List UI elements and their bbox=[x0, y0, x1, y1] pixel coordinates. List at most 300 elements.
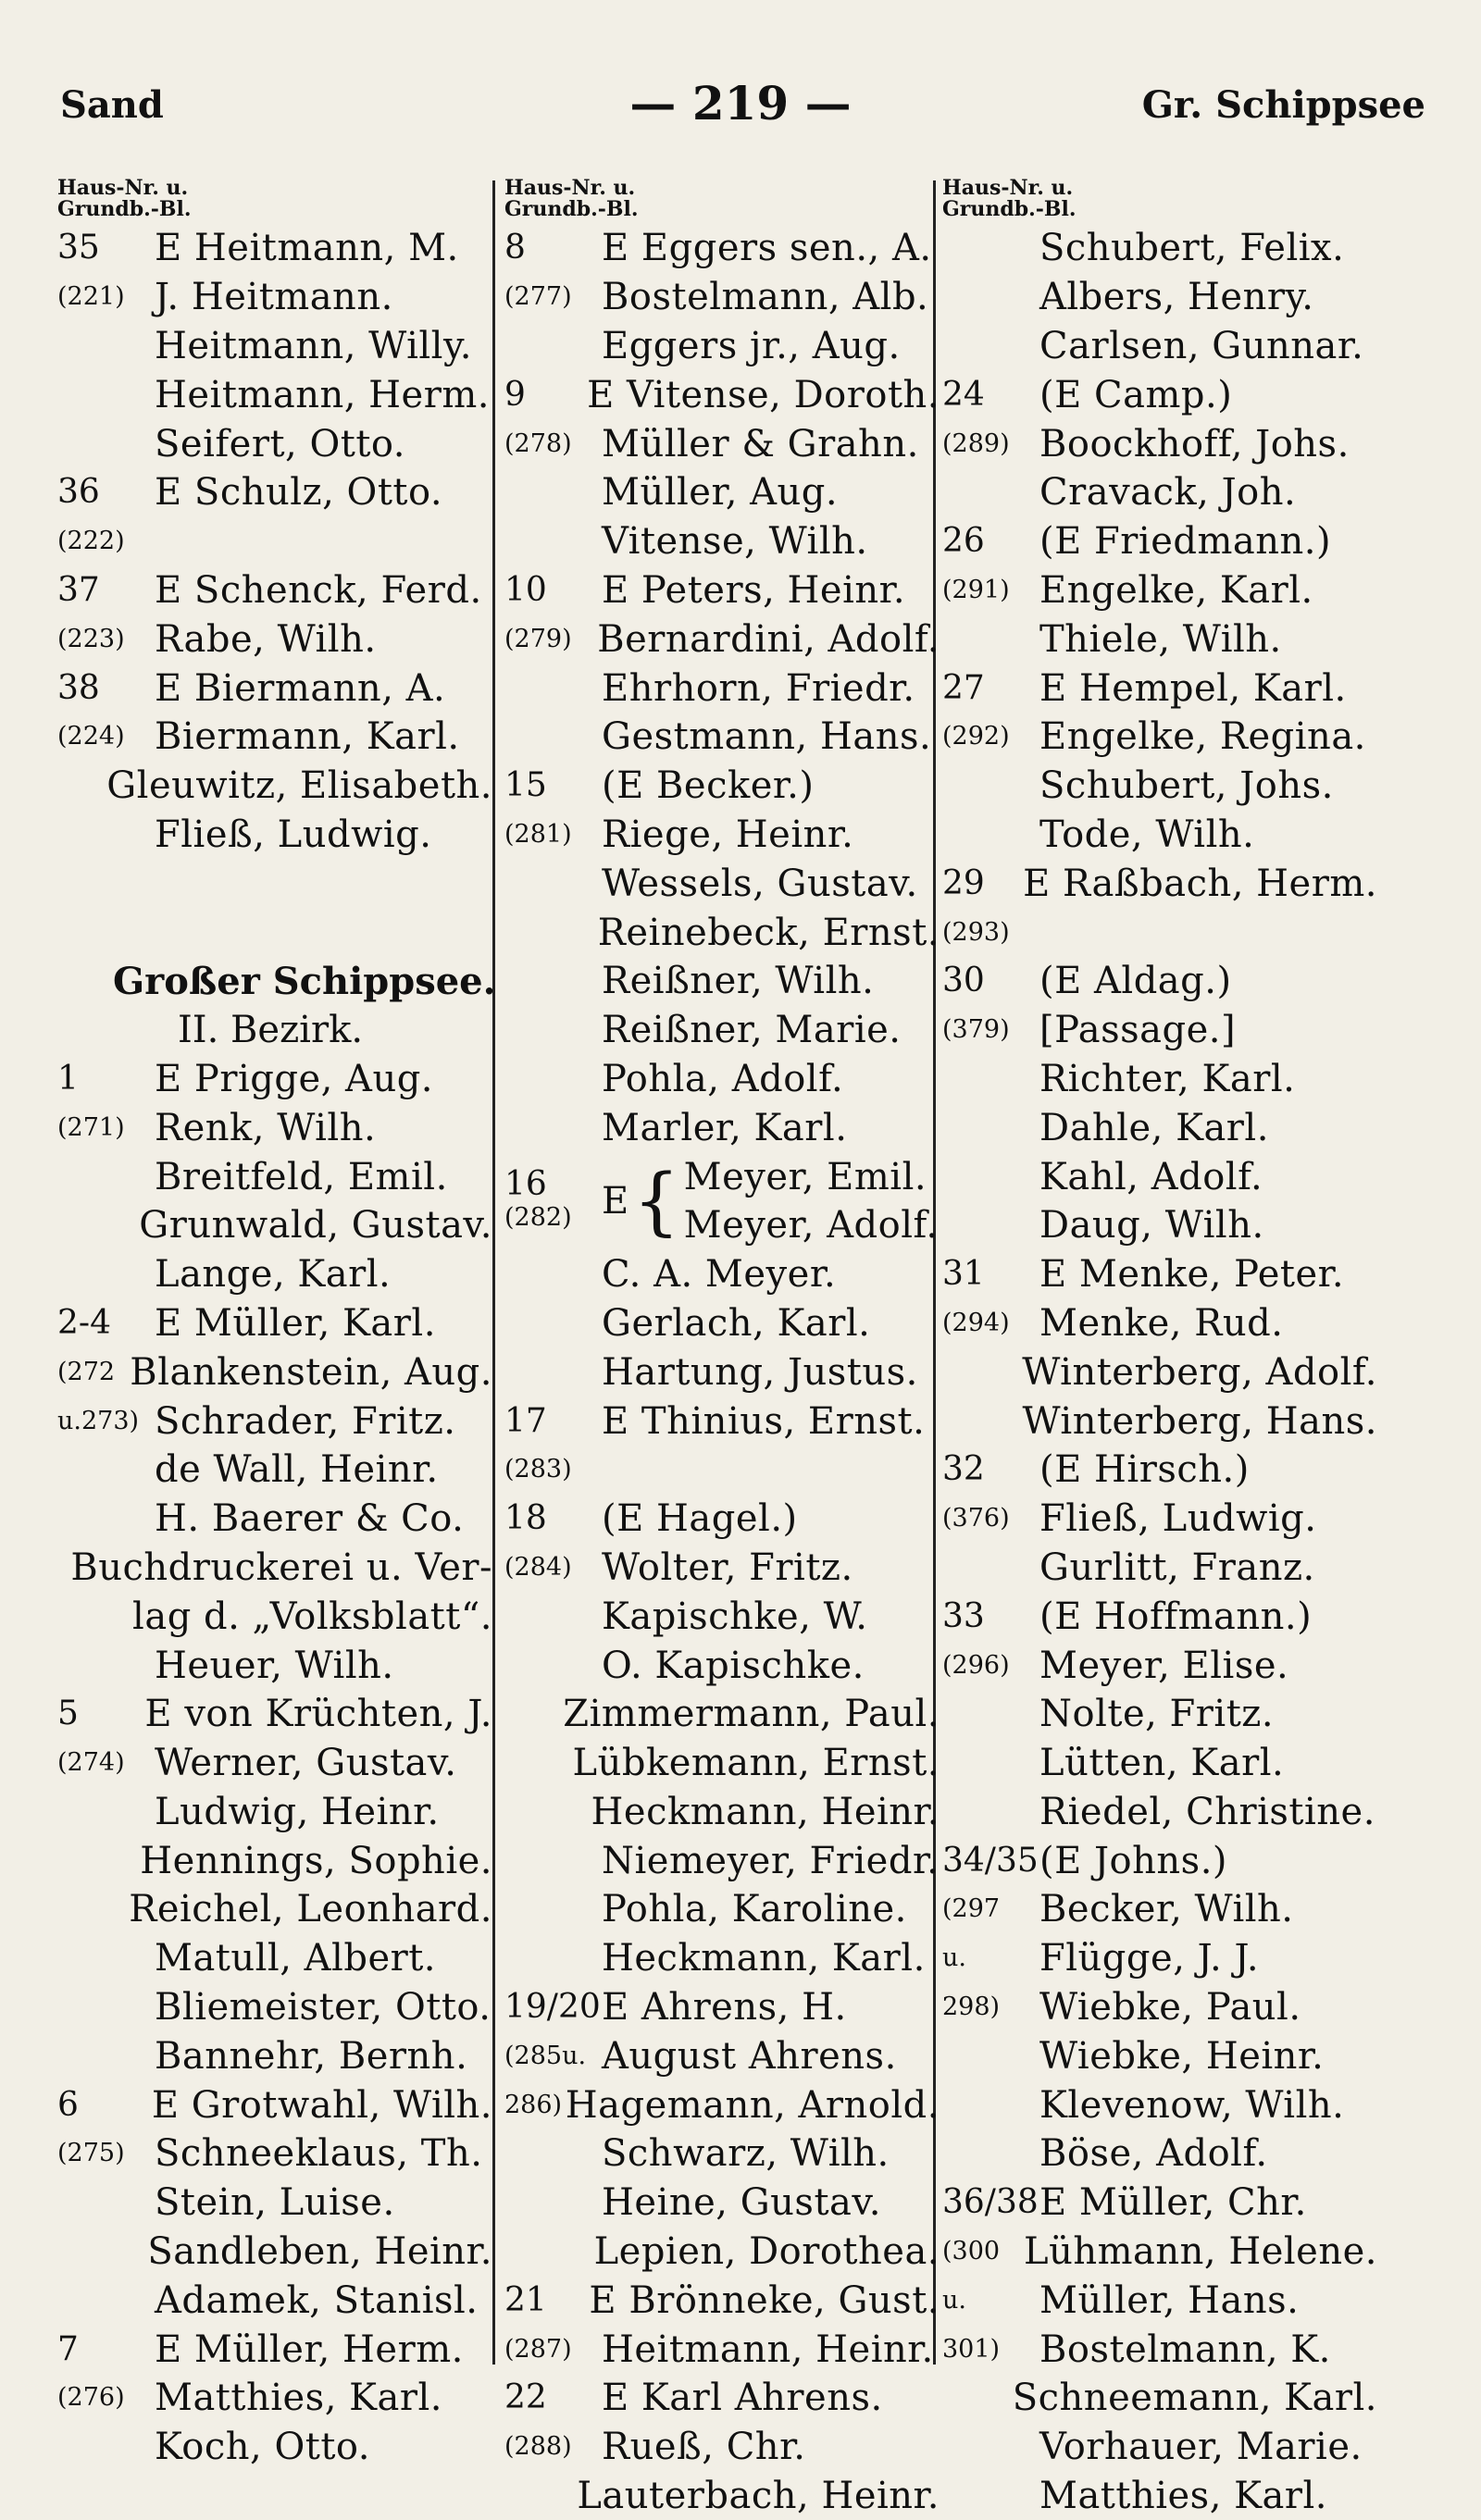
directory-entry bbox=[57, 1836, 492, 1885]
directory-entry bbox=[504, 2472, 940, 2520]
resident-name: Hennings, Sophie. bbox=[140, 1839, 492, 1882]
resident-name: Dahle, Karl. bbox=[1039, 1106, 1269, 1149]
directory-entry bbox=[57, 566, 492, 615]
directory-entry bbox=[942, 2080, 1377, 2129]
house-number: (276) bbox=[57, 2383, 125, 2413]
resident-name: E Vitense, Doroth. bbox=[587, 373, 940, 416]
resident-name: E Biermann, A. bbox=[155, 666, 446, 710]
directory-entry bbox=[504, 419, 940, 468]
directory-entry bbox=[504, 614, 940, 664]
resident-name: Klevenow, Wilh. bbox=[1039, 2083, 1345, 2127]
column-divider bbox=[492, 180, 495, 2365]
directory-entry bbox=[57, 224, 492, 273]
resident-name: Kapischke, W. bbox=[602, 1595, 868, 1638]
house-number: (279) bbox=[504, 624, 572, 653]
resident-name: Reichel, Leonhard. bbox=[129, 1888, 492, 1931]
resident-name: (E Hirsch.) bbox=[1039, 1448, 1250, 1492]
resident-name: Heckmann, Karl. bbox=[602, 1937, 926, 1980]
house-number: 17 bbox=[504, 1401, 547, 1440]
resident-name: lag d. „Volksblatt“. bbox=[132, 1595, 492, 1638]
directory-entry bbox=[504, 2179, 940, 2228]
resident-name: Rabe, Wilh. bbox=[155, 617, 377, 661]
resident-name: Renk, Wilh. bbox=[155, 1106, 377, 1149]
directory-entry bbox=[942, 1983, 1377, 2032]
directory-entry bbox=[57, 2129, 492, 2179]
directory-entry bbox=[504, 1885, 940, 1934]
resident-name: August Ahrens. bbox=[602, 2034, 897, 2078]
directory-entry bbox=[942, 1690, 1377, 1739]
directory-entry bbox=[942, 273, 1377, 322]
directory-entry bbox=[57, 2179, 492, 2228]
resident-name: Heine, Gustav. bbox=[602, 2181, 881, 2225]
column-3 bbox=[942, 178, 1377, 2520]
directory-entry bbox=[57, 2374, 492, 2423]
resident-name: E Müller, Karl. bbox=[155, 1301, 436, 1345]
resident-name: Koch, Otto. bbox=[155, 2426, 371, 2469]
resident-name: Ludwig, Heinr. bbox=[155, 1790, 440, 1833]
house-number: 286) bbox=[504, 2090, 563, 2119]
house-number: (275) bbox=[57, 2139, 125, 2168]
directory-entry bbox=[57, 664, 492, 713]
directory-entry bbox=[504, 957, 940, 1006]
directory-entry bbox=[942, 1885, 1377, 1934]
resident-name: Heckmann, Heinr. bbox=[591, 1790, 940, 1833]
directory-entry bbox=[57, 322, 492, 371]
section-title bbox=[57, 957, 496, 1006]
directory-entry bbox=[504, 1592, 940, 1641]
resident-name: Werner, Gustav. bbox=[155, 1742, 457, 1785]
house-number: 10 bbox=[504, 570, 547, 609]
directory-entry bbox=[942, 859, 1377, 908]
spacer bbox=[57, 859, 492, 908]
directory-entry bbox=[57, 1495, 492, 1544]
directory-entry bbox=[942, 1250, 1377, 1299]
resident-name: E Peters, Heinr. bbox=[602, 568, 906, 612]
resident-name: Lepien, Dorothea. bbox=[593, 2230, 940, 2274]
directory-entry bbox=[504, 664, 940, 713]
directory-entry bbox=[504, 2228, 940, 2277]
directory-entry bbox=[942, 614, 1377, 664]
resident-name: Eggers jr., Aug. bbox=[602, 324, 901, 367]
directory-entry bbox=[57, 1739, 492, 1788]
brace-entry bbox=[504, 1152, 940, 1250]
resident-name: (E Hoffmann.) bbox=[1039, 1595, 1313, 1638]
directory-entry bbox=[942, 1347, 1377, 1397]
house-number: 18 bbox=[504, 1499, 547, 1538]
resident-name: (E Johns.) bbox=[1039, 1839, 1228, 1882]
directory-entry bbox=[504, 2325, 940, 2374]
resident-name: E Raßbach, Herm. bbox=[1023, 862, 1377, 905]
house-number: 34/35 bbox=[942, 1841, 1039, 1880]
house-number: 37 bbox=[57, 570, 100, 609]
resident-name: Winterberg, Hans. bbox=[1022, 1399, 1377, 1443]
colhead-line1: Haus-Nr. u. bbox=[942, 176, 1074, 200]
directory-entry bbox=[57, 713, 492, 762]
resident-name: Buchdruckerei u. Ver- bbox=[70, 1546, 492, 1589]
directory-entry bbox=[504, 322, 940, 371]
resident-name: E Müller, Herm. bbox=[155, 2328, 464, 2371]
resident-name: Niemeyer, Friedr. bbox=[602, 1839, 940, 1882]
directory-entry bbox=[504, 1983, 940, 2032]
resident-name: Ehrhorn, Friedr. bbox=[602, 666, 915, 710]
resident-name: Hagemann, Arnold. bbox=[565, 2083, 940, 2127]
resident-name: Vorhauer, Marie. bbox=[1039, 2426, 1363, 2469]
resident-name: Matthies, Karl. bbox=[1039, 2475, 1327, 2518]
resident-name: Meyer, Emil. bbox=[683, 1155, 927, 1198]
house-number: 16 bbox=[504, 1164, 547, 1203]
directory-entry bbox=[57, 273, 492, 322]
house-number: 7 bbox=[57, 2329, 79, 2368]
house-number: 36/38 bbox=[942, 2183, 1039, 2222]
directory-entry bbox=[942, 664, 1377, 713]
directory-entry bbox=[57, 1641, 492, 1690]
resident-name: Bernardini, Adolf. bbox=[597, 617, 940, 661]
resident-name: Böse, Adolf. bbox=[1039, 2132, 1268, 2176]
resident-name: Albers, Henry. bbox=[1039, 276, 1314, 319]
page-number: — 219 — bbox=[629, 76, 852, 130]
resident-name: Meyer, Adolf. bbox=[683, 1203, 939, 1247]
resident-name: Cravack, Joh. bbox=[1039, 471, 1297, 515]
resident-name: Engelke, Regina. bbox=[1039, 715, 1366, 759]
directory-entry bbox=[942, 1103, 1377, 1152]
house-number: 24 bbox=[942, 375, 985, 414]
resident-name: Gestmann, Hans. bbox=[602, 715, 932, 759]
directory-entry bbox=[504, 517, 940, 566]
house-number: (379) bbox=[942, 1015, 1010, 1045]
house-number: (277) bbox=[504, 282, 572, 312]
column-heading bbox=[942, 178, 1377, 224]
resident-name: Lütten, Karl. bbox=[1039, 1742, 1285, 1785]
resident-name: O. Kapischke. bbox=[602, 1644, 865, 1687]
resident-name: Blankenstein, Aug. bbox=[130, 1350, 492, 1394]
house-number: (221) bbox=[57, 282, 125, 312]
resident-name: Hartung, Justus. bbox=[602, 1350, 918, 1394]
resident-name: (E Aldag.) bbox=[1039, 960, 1232, 1003]
house-number: 298) bbox=[942, 1992, 1001, 2022]
house-number: u.273) bbox=[57, 1406, 140, 1435]
directory-entry bbox=[57, 1347, 492, 1397]
resident-name: Meyer, Elise. bbox=[1039, 1644, 1289, 1687]
resident-name: Riege, Heinr. bbox=[602, 813, 854, 856]
directory-entry bbox=[942, 1446, 1377, 1495]
resident-name: Adamek, Stanisl. bbox=[155, 2278, 479, 2322]
resident-name: E Karl Ahrens. bbox=[602, 2377, 883, 2420]
directory-entry bbox=[504, 2031, 940, 2080]
resident-name: H. Baerer & Co. bbox=[155, 1497, 465, 1541]
resident-name: Wiebke, Heinr. bbox=[1039, 2034, 1325, 2078]
directory-entry bbox=[57, 1299, 492, 1348]
resident-name: Reinebeck, Ernst. bbox=[597, 911, 940, 954]
house-number: (271) bbox=[57, 1112, 125, 1142]
resident-name: E von Krüchten, J. bbox=[144, 1693, 492, 1736]
directory-entry bbox=[504, 2129, 940, 2179]
resident-name: Gerlach, Karl. bbox=[602, 1301, 871, 1345]
house-number: 15 bbox=[504, 766, 547, 805]
resident-name: Heitmann, Willy. bbox=[155, 324, 472, 367]
resident-name: (E Camp.) bbox=[1039, 373, 1233, 416]
directory-entry bbox=[504, 1690, 940, 1739]
house-number: 19/20 bbox=[504, 1988, 601, 2027]
brace-icon: { bbox=[632, 1157, 680, 1244]
column-heading bbox=[504, 178, 940, 224]
resident-name: [Passage.] bbox=[1039, 1009, 1237, 1052]
house-number: 35 bbox=[57, 229, 100, 267]
directory-entry bbox=[942, 957, 1377, 1006]
directory-entry bbox=[504, 2374, 940, 2423]
directory-entry bbox=[504, 1103, 940, 1152]
house-number: (297 bbox=[942, 1894, 1001, 1924]
colhead-line1: Haus-Nr. u. bbox=[57, 176, 189, 200]
house-number: 22 bbox=[504, 2378, 547, 2417]
directory-entry bbox=[57, 1983, 492, 2032]
directory-entry bbox=[57, 762, 492, 811]
directory-entry bbox=[57, 1690, 492, 1739]
house-number: 9 bbox=[504, 375, 526, 414]
resident-name: (E Becker.) bbox=[602, 764, 815, 808]
directory-entry bbox=[942, 2472, 1377, 2520]
colhead-line2: Grundb.-Bl. bbox=[942, 197, 1077, 221]
resident-name: Heitmann, Herm. bbox=[155, 373, 490, 416]
resident-name: Marler, Karl. bbox=[602, 1106, 848, 1149]
directory-entry bbox=[504, 2423, 940, 2472]
house-number: 30 bbox=[942, 962, 985, 1000]
house-number: 32 bbox=[942, 1450, 985, 1489]
directory-entry bbox=[942, 468, 1377, 517]
directory-entry bbox=[504, 1788, 940, 1837]
house-number: 26 bbox=[942, 522, 985, 561]
directory-entry bbox=[57, 2325, 492, 2374]
resident-name: de Wall, Heinr. bbox=[155, 1448, 439, 1492]
resident-name: J. Heitmann. bbox=[155, 276, 393, 319]
resident-name: Reißner, Wilh. bbox=[602, 960, 875, 1003]
directory-entry bbox=[57, 370, 492, 419]
directory-entry bbox=[504, 1641, 940, 1690]
directory-entry bbox=[942, 1836, 1377, 1885]
house-number: (285u. bbox=[504, 2041, 587, 2070]
house-number: 5 bbox=[57, 1694, 79, 1733]
directory-entry bbox=[942, 2179, 1377, 2228]
directory-entry bbox=[942, 762, 1377, 811]
resident-name: Seifert, Otto. bbox=[155, 422, 406, 466]
colhead-line2: Grundb.-Bl. bbox=[504, 197, 639, 221]
resident-name: E Schenck, Ferd. bbox=[155, 568, 482, 612]
house-number: 38 bbox=[57, 668, 100, 707]
resident-name: Zimmermann, Paul. bbox=[563, 1693, 940, 1736]
resident-name: E Eggers sen., A. bbox=[602, 227, 932, 270]
directory-entry bbox=[57, 1885, 492, 1934]
directory-entry bbox=[942, 419, 1377, 468]
house-number: (289) bbox=[942, 428, 1010, 458]
resident-name: Reißner, Marie. bbox=[602, 1009, 902, 1052]
resident-name: Heitmann, Heinr. bbox=[602, 2328, 934, 2371]
directory-entry bbox=[504, 1934, 940, 1983]
directory-entry bbox=[942, 224, 1377, 273]
directory-entry bbox=[942, 713, 1377, 762]
house-number: 29 bbox=[942, 863, 985, 902]
directory-entry bbox=[942, 517, 1377, 566]
district-label bbox=[57, 1006, 492, 1055]
house-number: (292) bbox=[942, 722, 1010, 751]
directory-entry bbox=[57, 1250, 492, 1299]
resident-name: Schrader, Fritz. bbox=[155, 1399, 456, 1443]
house-number: (300 bbox=[942, 2237, 1001, 2266]
resident-name: E Schulz, Otto. bbox=[155, 471, 443, 515]
directory-entry bbox=[504, 370, 940, 419]
resident-name: (E Friedmann.) bbox=[1039, 520, 1332, 564]
house-number: (284) bbox=[504, 1552, 572, 1582]
directory-entry bbox=[57, 2423, 492, 2472]
colhead-line2: Grundb.-Bl. bbox=[57, 197, 192, 221]
house-number: (291) bbox=[942, 575, 1010, 604]
directory-entry bbox=[942, 566, 1377, 615]
resident-name: Lühmann, Helene. bbox=[1024, 2230, 1377, 2274]
directory-entry bbox=[504, 1544, 940, 1593]
house-number: (293) bbox=[942, 917, 1010, 947]
directory-entry bbox=[942, 2228, 1377, 2277]
directory-entry bbox=[57, 419, 492, 468]
directory-entry bbox=[504, 273, 940, 322]
header-right: Gr. Schippsee bbox=[1141, 83, 1425, 127]
resident-name: Wiebke, Paul. bbox=[1039, 1986, 1301, 2030]
resident-name: Schubert, Felix. bbox=[1039, 227, 1345, 270]
directory-entry bbox=[57, 517, 492, 566]
directory-entry bbox=[942, 1299, 1377, 1348]
resident-name: Richter, Karl. bbox=[1039, 1057, 1296, 1100]
house-number: 2-4 bbox=[57, 1303, 111, 1342]
directory-entry bbox=[504, 859, 940, 908]
resident-name: Kahl, Adolf. bbox=[1039, 1155, 1263, 1198]
resident-name: Matthies, Karl. bbox=[155, 2377, 442, 2420]
directory-entry bbox=[942, 2129, 1377, 2179]
house-number: 21 bbox=[504, 2280, 547, 2319]
directory-entry bbox=[504, 1055, 940, 1104]
directory-entry bbox=[57, 1592, 492, 1641]
directory-entry bbox=[942, 1544, 1377, 1593]
resident-name: Bannehr, Bernh. bbox=[155, 2034, 468, 2078]
resident-name: E Grotwahl, Wilh. bbox=[151, 2083, 492, 2127]
directory-entry bbox=[942, 322, 1377, 371]
directory-entry bbox=[942, 1934, 1377, 1983]
resident-name: Flügge, J. J. bbox=[1039, 1937, 1260, 1980]
directory-entry bbox=[942, 2423, 1377, 2472]
resident-name: Carlsen, Gunnar. bbox=[1039, 324, 1364, 367]
resident-name: Gurlitt, Franz. bbox=[1039, 1546, 1315, 1589]
house-number: 36 bbox=[57, 473, 100, 512]
directory-entry bbox=[504, 1299, 940, 1348]
resident-name: Pohla, Karoline. bbox=[602, 1888, 907, 1931]
directory-entry bbox=[504, 713, 940, 762]
resident-name: Grunwald, Gustav. bbox=[139, 1204, 492, 1248]
directory-entry bbox=[504, 1836, 940, 1885]
directory-entry bbox=[504, 566, 940, 615]
directory-entry bbox=[57, 2228, 492, 2277]
section-title-text: Großer Schippsee. bbox=[113, 959, 496, 1003]
resident-name: Gleuwitz, Elisabeth. bbox=[106, 764, 492, 808]
resident-name: C. A. Meyer. bbox=[602, 1253, 837, 1297]
house-number: 31 bbox=[942, 1255, 985, 1294]
directory-entry bbox=[57, 1152, 492, 1201]
house-number: 1 bbox=[57, 1059, 79, 1098]
directory-entry bbox=[57, 2276, 492, 2325]
resident-name: Pohla, Adolf. bbox=[602, 1057, 844, 1100]
resident-name: Wessels, Gustav. bbox=[602, 862, 918, 905]
directory-entry bbox=[57, 614, 492, 664]
house-number: 27 bbox=[942, 668, 985, 707]
directory-entry bbox=[942, 370, 1377, 419]
resident-name: Lauterbach, Heinr. bbox=[577, 2475, 940, 2518]
directory-entry bbox=[942, 1641, 1377, 1690]
house-number: (294) bbox=[942, 1308, 1010, 1337]
directory-entry bbox=[57, 1055, 492, 1104]
directory-entry bbox=[942, 1495, 1377, 1544]
directory-entry bbox=[504, 1739, 940, 1788]
directory-entry bbox=[942, 1055, 1377, 1104]
resident-name: Tode, Wilh. bbox=[1039, 813, 1255, 856]
resident-name: E Müller, Chr. bbox=[1039, 2181, 1307, 2225]
directory-entry bbox=[504, 1446, 940, 1495]
resident-name: E Ahrens, H. bbox=[602, 1986, 847, 2030]
resident-name: Schwarz, Wilh. bbox=[602, 2132, 890, 2176]
owner-mark: E bbox=[602, 1179, 629, 1223]
house-number: (296) bbox=[942, 1650, 1010, 1680]
house-number: (288) bbox=[504, 2432, 572, 2462]
house-number: (274) bbox=[57, 1748, 125, 1778]
directory-entry bbox=[504, 1397, 940, 1446]
resident-name: Lübkemann, Ernst. bbox=[572, 1742, 940, 1785]
resident-name: E Prigge, Aug. bbox=[155, 1057, 434, 1100]
house-number: 8 bbox=[504, 229, 526, 267]
resident-name: Bostelmann, Alb. bbox=[602, 276, 929, 319]
directory-entry bbox=[504, 2276, 940, 2325]
directory-entry bbox=[504, 224, 940, 273]
directory-entry bbox=[57, 2080, 492, 2129]
resident-name: Fließ, Ludwig. bbox=[1039, 1497, 1317, 1541]
resident-name: Nolte, Fritz. bbox=[1039, 1693, 1275, 1736]
resident-name: Winterberg, Adolf. bbox=[1022, 1350, 1377, 1394]
resident-name: Sandleben, Heinr. bbox=[147, 2230, 492, 2274]
directory-entry bbox=[942, 1592, 1377, 1641]
house-number: 301) bbox=[942, 2334, 1001, 2364]
resident-name: E Brönneke, Gust. bbox=[589, 2278, 940, 2322]
directory-entry bbox=[942, 1006, 1377, 1055]
directory-entry bbox=[504, 1495, 940, 1544]
directory-entry bbox=[942, 2374, 1377, 2423]
resident-name: Müller, Aug. bbox=[602, 471, 839, 515]
directory-entry bbox=[504, 811, 940, 860]
resident-name: Wolter, Fritz. bbox=[602, 1546, 853, 1589]
resident-name: Vitense, Wilh. bbox=[602, 520, 868, 564]
house-number: (272 bbox=[57, 1357, 116, 1386]
directory-entry bbox=[942, 811, 1377, 860]
resident-name: Schneemann, Karl. bbox=[1012, 2377, 1377, 2420]
resident-name: Stein, Luise. bbox=[155, 2181, 395, 2225]
column-2 bbox=[504, 178, 940, 2520]
house-number: (224) bbox=[57, 722, 125, 751]
resident-name: Fließ, Ludwig. bbox=[155, 813, 432, 856]
directory-entry bbox=[57, 1788, 492, 1837]
resident-name: Rueß, Chr. bbox=[602, 2426, 806, 2469]
column-heading bbox=[57, 178, 492, 224]
directory-entry bbox=[942, 2031, 1377, 2080]
directory-entry bbox=[504, 1347, 940, 1397]
resident-name: Matull, Albert. bbox=[155, 1937, 437, 1980]
resident-name: Breitfeld, Emil. bbox=[155, 1155, 448, 1198]
resident-name: Becker, Wilh. bbox=[1039, 1888, 1294, 1931]
directory-entry bbox=[942, 1739, 1377, 1788]
resident-name: E Hempel, Karl. bbox=[1039, 666, 1347, 710]
directory-entry bbox=[57, 1397, 492, 1446]
resident-name: Daug, Wilh. bbox=[1039, 1204, 1264, 1248]
